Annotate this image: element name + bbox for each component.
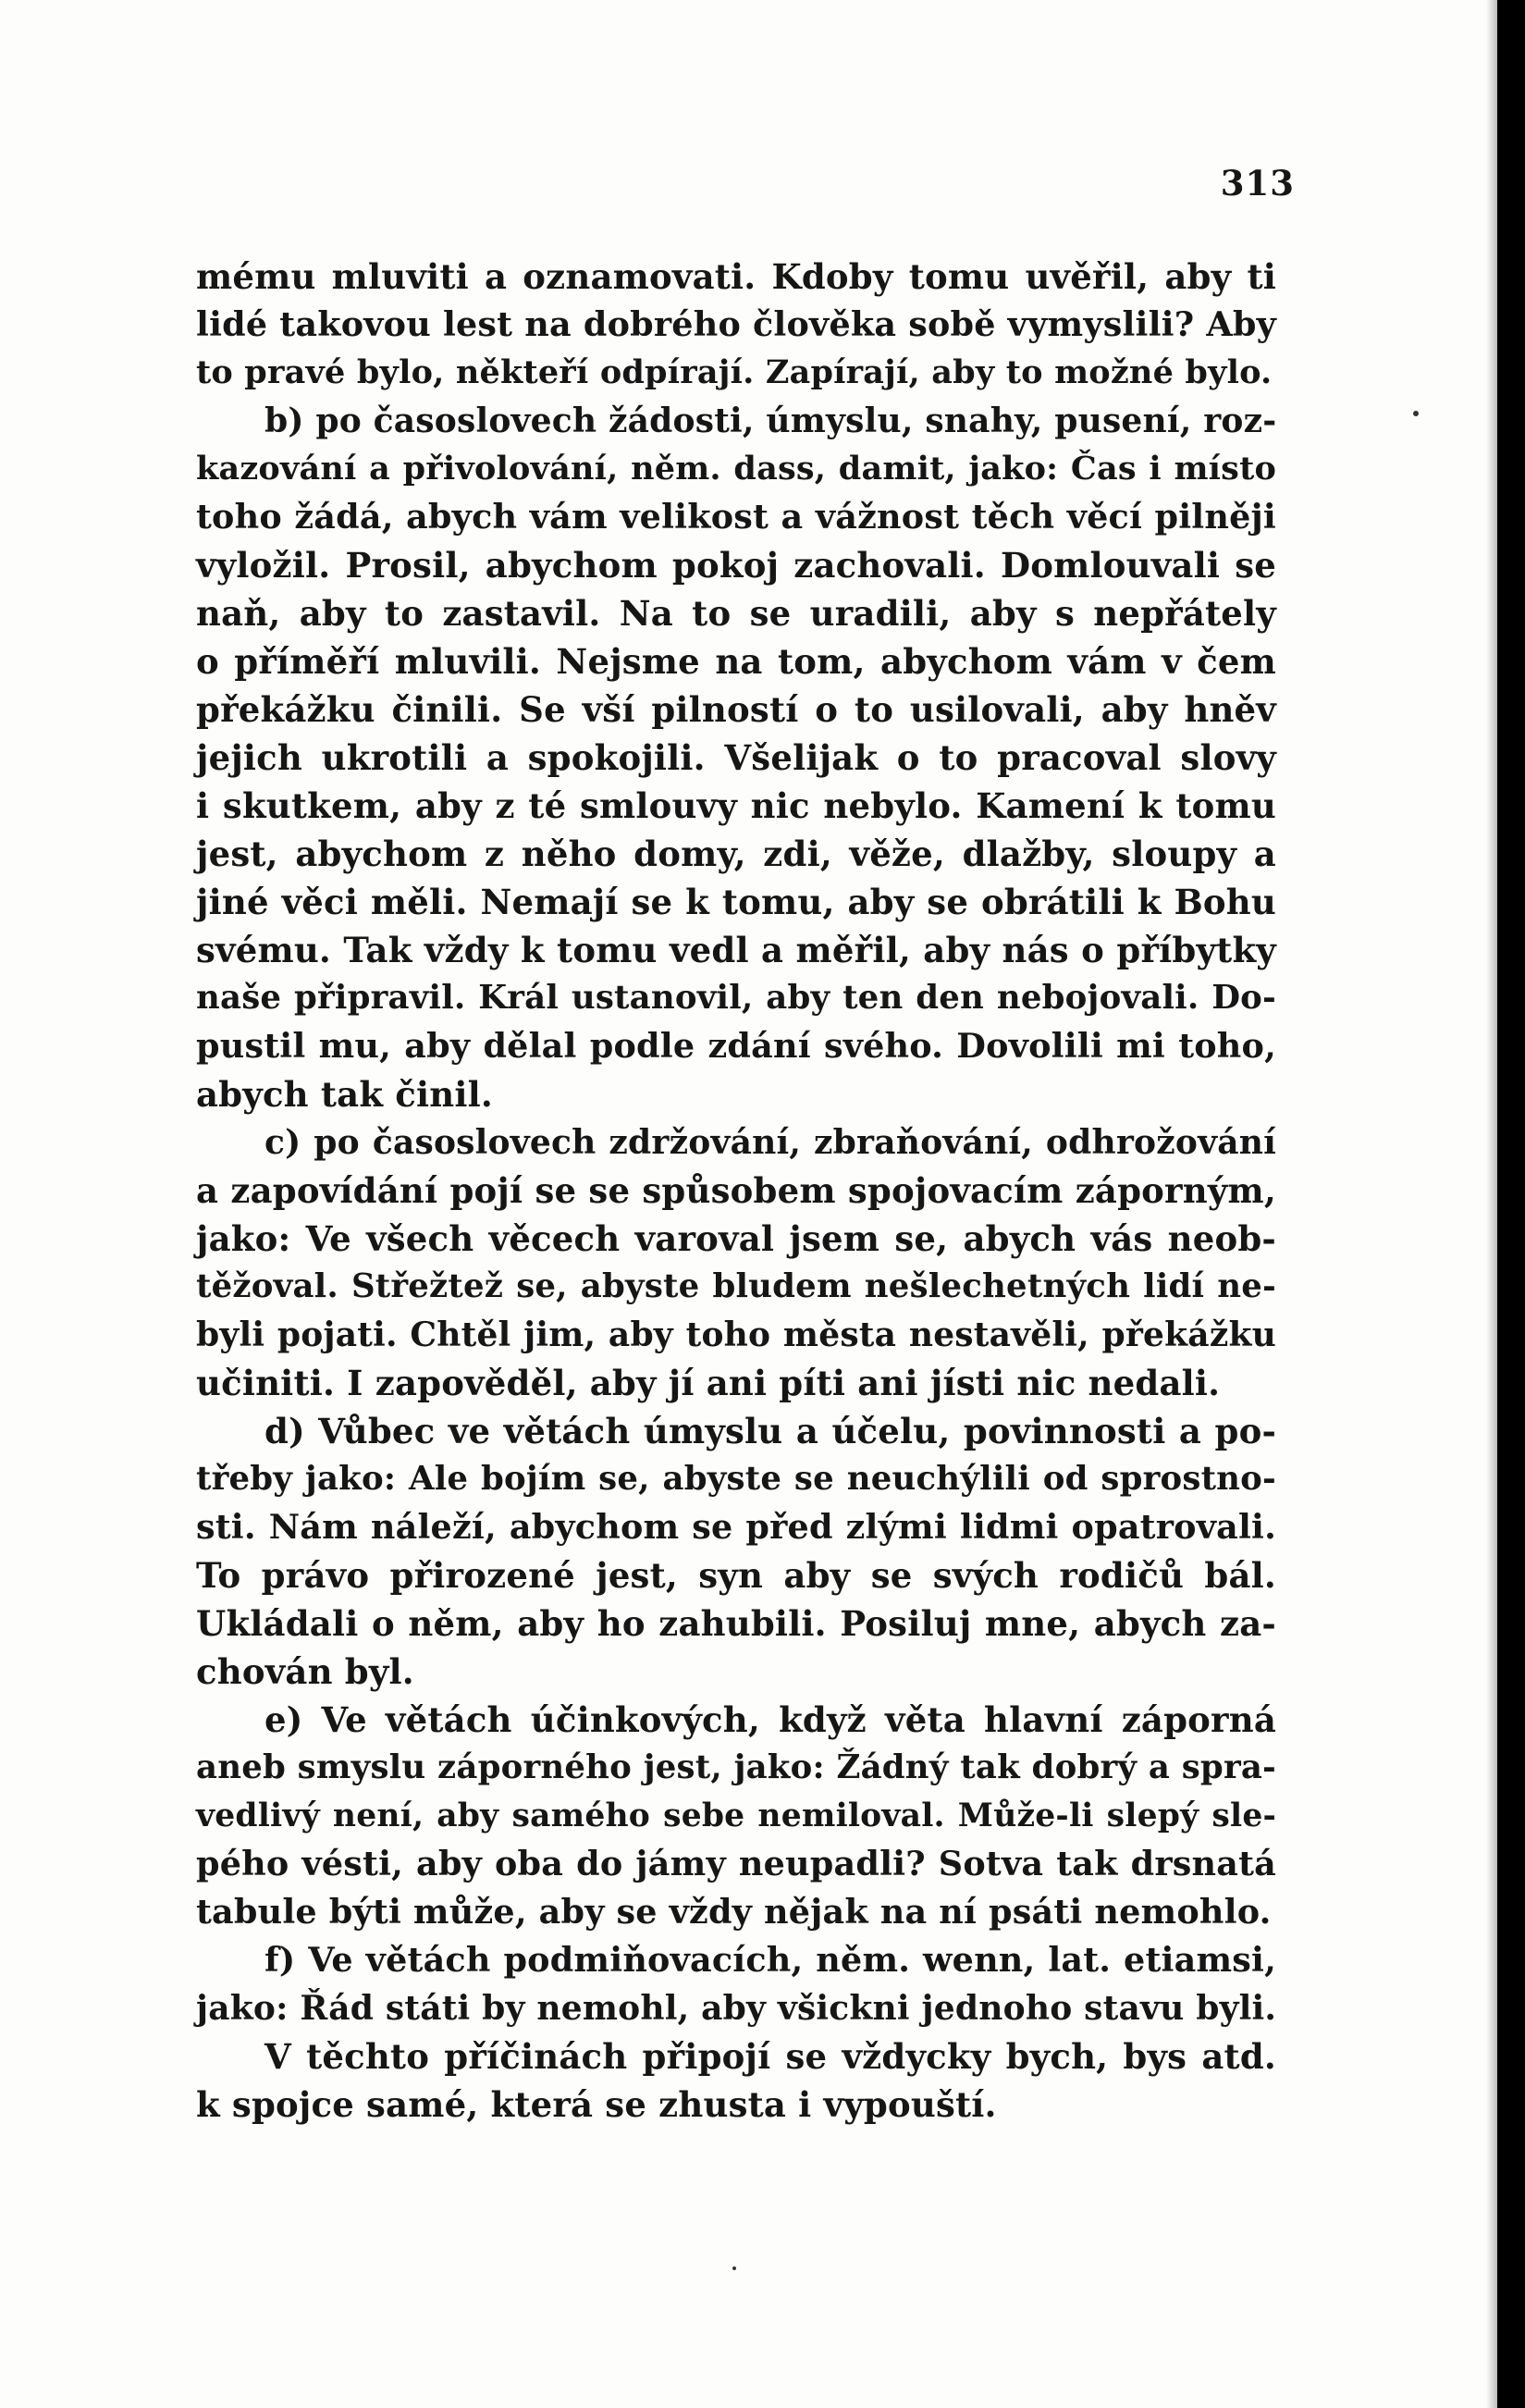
text-line: byli pojati. Chtěl jim, aby toho města nestavěli, překážku [196,1315,1276,1354]
text-line: jako: Řád státi by nemohl, aby všickni jednoho stavu byli. [196,1989,1277,2028]
text-line: třeby jako: Ale bojím se, abyste se neuchýlili od sprostno- [196,1460,1276,1498]
text-line: to pravé bylo, někteří odpírají. Zapírají, aby to možné bylo. [196,353,1273,391]
text-line: Ukládali o něm, aby ho zahubili. Posiluj mne, abych za- [196,1603,1276,1644]
text-line: mému mluviti a oznamovati. Kdoby tomu uvěřil, aby ti [196,256,1276,297]
text-line: svému. Tak vždy k tomu vedl a měřil, aby nás o příbytky [196,930,1276,970]
text-line: a zapovídání pojí se se spůsobem spojovacím záporným, [196,1170,1276,1211]
text-line: vyložil. Prosil, abychom pokoj zachovali. Domlouvali se [196,545,1276,586]
ink-speck [732,2266,736,2270]
text-line: e) Ve větách účinkových, když věta hlavní záporná [264,1699,1276,1740]
text-line: c) po časoslovech zdržování, zbraňování, odhrožování [264,1123,1276,1162]
text-line: vedlivý není, aby samého sebe nemiloval. Může-li slepý sle- [196,1797,1276,1834]
text-line: To právo přirozené jest, syn aby se svých rodičů bál. [196,1555,1276,1596]
text-line: učiniti. I zapověděl, aby jí ani píti ani jísti nic nedali. [196,1363,1221,1403]
scan-edge [1497,0,1525,2408]
text-line: f) Ve větách podmiňovacích, něm. wenn, lat. etiamsi, [264,1940,1276,1980]
text-line: tabule býti může, aby se vždy nějak na ní psáti nemohlo. [196,1892,1272,1932]
text-line: jako: Ve všech věcech varoval jsem se, abych vás neob- [196,1218,1276,1259]
text-line: překážku činili. Se vší pilností o to usilovali, aby hněv [196,689,1276,730]
text-line: jejich ukrotili a spokojili. Všelijak o to pracoval slovy [196,737,1276,778]
text-line: naše připravil. Král ustanovil, aby ten den nebojovali. Do- [196,979,1276,1017]
text-line: o příměří mluvili. Nejsme na tom, abychom vám v čem [196,641,1276,682]
ink-speck [1413,411,1419,416]
text-line: abych tak činil. [196,1074,493,1115]
text-line: k spojce samé, která se zhusta i vypouští. [196,2084,997,2125]
text-line: toho žádá, abych vám velikost a vážnost těch věcí pilněji [196,497,1276,537]
text-line: kazování a přivolování, něm. dass, damit, jako: Čas i místo [196,450,1276,488]
text-line: naň, aby to zastavil. Na to se uradili, aby s nepřátely [196,593,1276,634]
text-line: d) Vůbec ve větách úmyslu a účelu, povinnosti a po- [264,1411,1276,1451]
text-line: lidé takovou lest na dobrého člověka sobě vymyslili? Aby [196,304,1276,344]
text-line: aneb smyslu záporného jest, jako: Žádný tak dobrý a spra- [196,1748,1276,1786]
text-line: jiné věci měli. Nemají se k tomu, aby se obrátili k Bohu [196,882,1276,922]
page-number: 313 [1220,163,1295,204]
text-line: b) po časoslovech žádosti, úmyslu, snahy, pusení, roz- [264,401,1277,440]
text-line: pustil mu, aby dělal podle zdání svého. Dovolili mi toho, [196,1026,1276,1066]
text-line: sti. Nám náleží, abychom se před zlými lidmi opatrovali. [196,1507,1276,1547]
text-line: pého vésti, aby oba do jámy neupadli? Sotva tak drsnatá [196,1844,1276,1883]
body-text [196,253,1276,2129]
text-line: i skutkem, aby z té smlouvy nic nebylo. Kamení k tomu [196,785,1276,826]
text-line: chován byl. [196,1651,414,1692]
binding-shadow [1486,0,1497,2408]
text-line: těžoval. Střežtež se, abyste bludem nešlechetných lidí ne- [196,1267,1276,1305]
text-line: V těchto příčinách připojí se vždycky bych, bys atd. [264,2036,1276,2077]
text-line: jest, abychom z něho domy, zdi, věže, dlažby, sloupy a [196,834,1276,874]
